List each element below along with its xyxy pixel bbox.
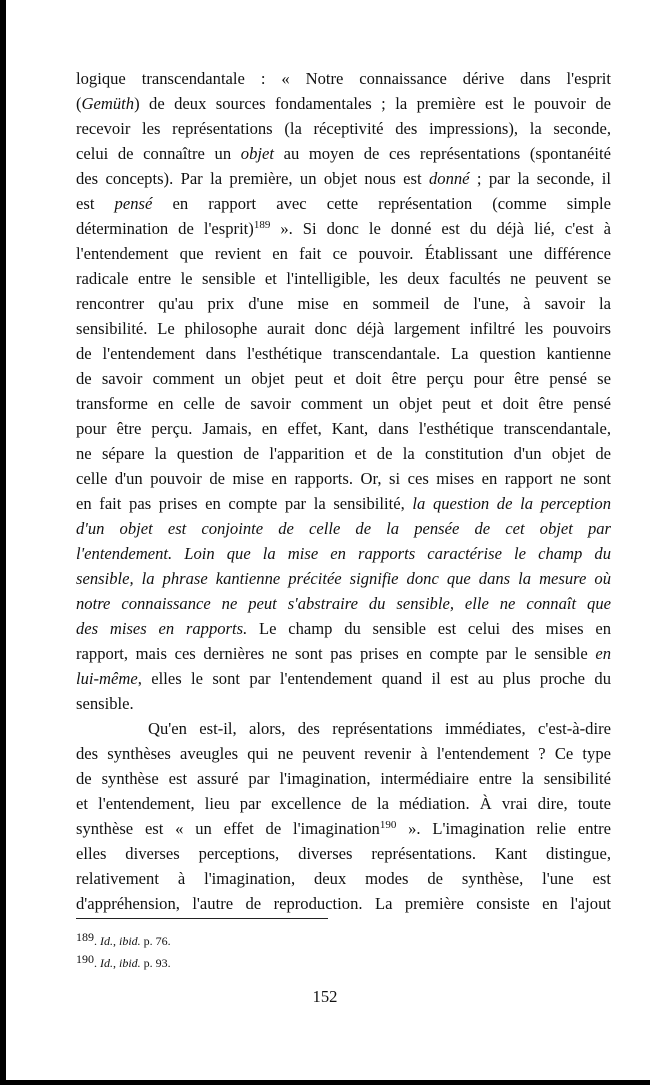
italic-text: objet <box>240 144 274 163</box>
footnote-ref: 189 <box>253 219 271 231</box>
text-line <box>76 66 611 91</box>
text-line <box>76 891 611 916</box>
text-line <box>76 691 611 716</box>
text-line <box>76 816 611 841</box>
text: des concepts). Par la première, un objet nous est <box>76 169 429 188</box>
text-line <box>76 441 611 466</box>
text-line <box>76 166 611 191</box>
text: rencontrer qu'au prix d'une mise en sommeil de l'une, à savoir la <box>76 294 611 313</box>
text-line <box>76 841 611 866</box>
text: des synthèses aveugles qui ne peuvent revenir à l'entendement ? Ce type <box>76 744 611 763</box>
text-line <box>76 216 611 241</box>
text-line <box>76 316 611 341</box>
footnote-separator <box>76 918 328 919</box>
text-line <box>76 591 611 616</box>
italic-text: Gemüth <box>81 94 135 113</box>
italic-text: des mises en rapports. <box>76 619 248 638</box>
text: ». L'imagination relie entre <box>396 819 611 838</box>
italic-text: sensible, la phrase kantienne précitée signifie donc que dans la mesure où <box>76 569 611 588</box>
text-line <box>76 191 611 216</box>
italic-text: lui-même <box>76 669 138 688</box>
text-line <box>76 866 611 891</box>
text: l'entendement que revient en fait ce pouvoir. Établissant une différence <box>76 244 611 263</box>
paragraph <box>76 716 611 916</box>
text-line <box>76 491 611 516</box>
text: de synthèse est assuré par l'imagination, intermédiaire entre la sensibilité <box>76 769 611 788</box>
italic-text: la question de la perception <box>412 494 611 513</box>
text: , elles le sont par l'entendement quand il est au plus proche du <box>137 669 611 688</box>
text: Qu'en est-il, alors, des représentations immédiates, c'est-à-dire <box>148 719 611 738</box>
text-line <box>76 141 611 166</box>
text-line <box>76 341 611 366</box>
text-line <box>76 566 611 591</box>
text: synthèse est « un effet de l'imagination <box>76 819 380 838</box>
text-line <box>76 641 611 666</box>
text: recevoir les représentations (la réceptivité des impressions), la seconde, <box>76 119 611 138</box>
text: sensibilité. Le philosophe aurait donc déjà largement infiltré les pouvoirs <box>76 319 611 338</box>
footnote-190: $^{190}$. Id., ibid. p. 93. <box>76 952 171 970</box>
text-line <box>76 541 611 566</box>
text-line <box>76 291 611 316</box>
text-line <box>76 791 611 816</box>
text: en fait pas prises en compte par la sensibilité, <box>76 494 413 513</box>
text-line <box>76 741 611 766</box>
text: sensible. <box>76 694 134 713</box>
text: ( <box>76 94 82 113</box>
text-line <box>76 366 611 391</box>
footnotes <box>76 930 171 974</box>
text: transforme en celle de savoir comment un objet peut et doit être pensé <box>76 394 611 413</box>
text-line <box>76 416 611 441</box>
footnote-ref: 190 <box>379 819 397 831</box>
text-line <box>76 466 611 491</box>
text-line <box>76 91 611 116</box>
text: détermination de l'esprit) <box>76 219 254 238</box>
footnote-189: $^{189}$. Id., ibid. p. 76. <box>76 930 171 948</box>
text: rapport, mais ces dernières ne sont pas prises en compte par le sensible <box>76 644 596 663</box>
body-text <box>76 66 611 916</box>
text: ; par la seconde, il <box>469 169 611 188</box>
text: radicale entre le sensible et l'intelligible, les deux facultés ne peuvent se <box>76 269 611 288</box>
page-number: 152 <box>312 987 338 1006</box>
text: celle d'un pouvoir de mise en rapports. Or, si ces mises en rapport ne sont <box>76 469 611 488</box>
text-line <box>76 116 611 141</box>
text-line <box>76 241 611 266</box>
text-line <box>76 716 611 741</box>
scan-border-left <box>0 0 6 1085</box>
text: ) de deux sources fondamentales ; la première est le pouvoir de <box>134 94 611 113</box>
text: au moyen de ces représentations (spontanéité <box>273 144 611 163</box>
text-line <box>76 391 611 416</box>
scan-border-bottom <box>0 1080 650 1085</box>
text: en rapport avec cette représentation (comme simple <box>152 194 611 213</box>
text: est <box>76 194 115 213</box>
text: pour être perçu. Jamais, en effet, Kant, dans l'esthétique transcendantale, <box>76 419 611 438</box>
text-line <box>76 766 611 791</box>
text: de savoir comment un objet peut et doit être perçu pour être pensé se <box>76 369 611 388</box>
italic-text: l'entendement. Loin que la mise en rapports caractérise le champ du <box>76 544 611 563</box>
italic-text: d'un objet est conjointe de celle de la pensée de cet objet par <box>76 519 611 538</box>
text: elles diverses perceptions, diverses représentations. Kant distingue, <box>76 844 611 863</box>
text-line <box>76 616 611 641</box>
italic-text: pensé <box>114 194 153 213</box>
italic-text: notre connaissance ne peut s'abstraire du sensible, elle ne connaît que <box>76 594 611 613</box>
italic-text: donné <box>428 169 470 188</box>
text: et l'entendement, lieu par excellence de la médiation. À vrai dire, toute <box>76 794 611 813</box>
text-line <box>76 266 611 291</box>
text: logique transcendantale : « Notre connaissance dérive dans l'esprit <box>76 69 611 88</box>
text: Le champ du sensible est celui des mises en <box>247 619 611 638</box>
text: celui de connaître un <box>76 144 241 163</box>
paragraph <box>76 66 611 716</box>
text-line <box>76 666 611 691</box>
text-line <box>76 516 611 541</box>
text: de l'entendement dans l'esthétique transcendantale. La question kantienne <box>76 344 611 363</box>
text: d'appréhension, l'autre de reproduction. La première consiste en l'ajout <box>76 894 611 913</box>
text: ne sépare la question de l'apparition et de la constitution d'un objet de <box>76 444 611 463</box>
text: relativement à l'imagination, deux modes de synthèse, l'une est <box>76 869 611 888</box>
italic-text: en <box>595 644 611 663</box>
text: ». Si donc le donné est du déjà lié, c'est à <box>270 219 611 238</box>
